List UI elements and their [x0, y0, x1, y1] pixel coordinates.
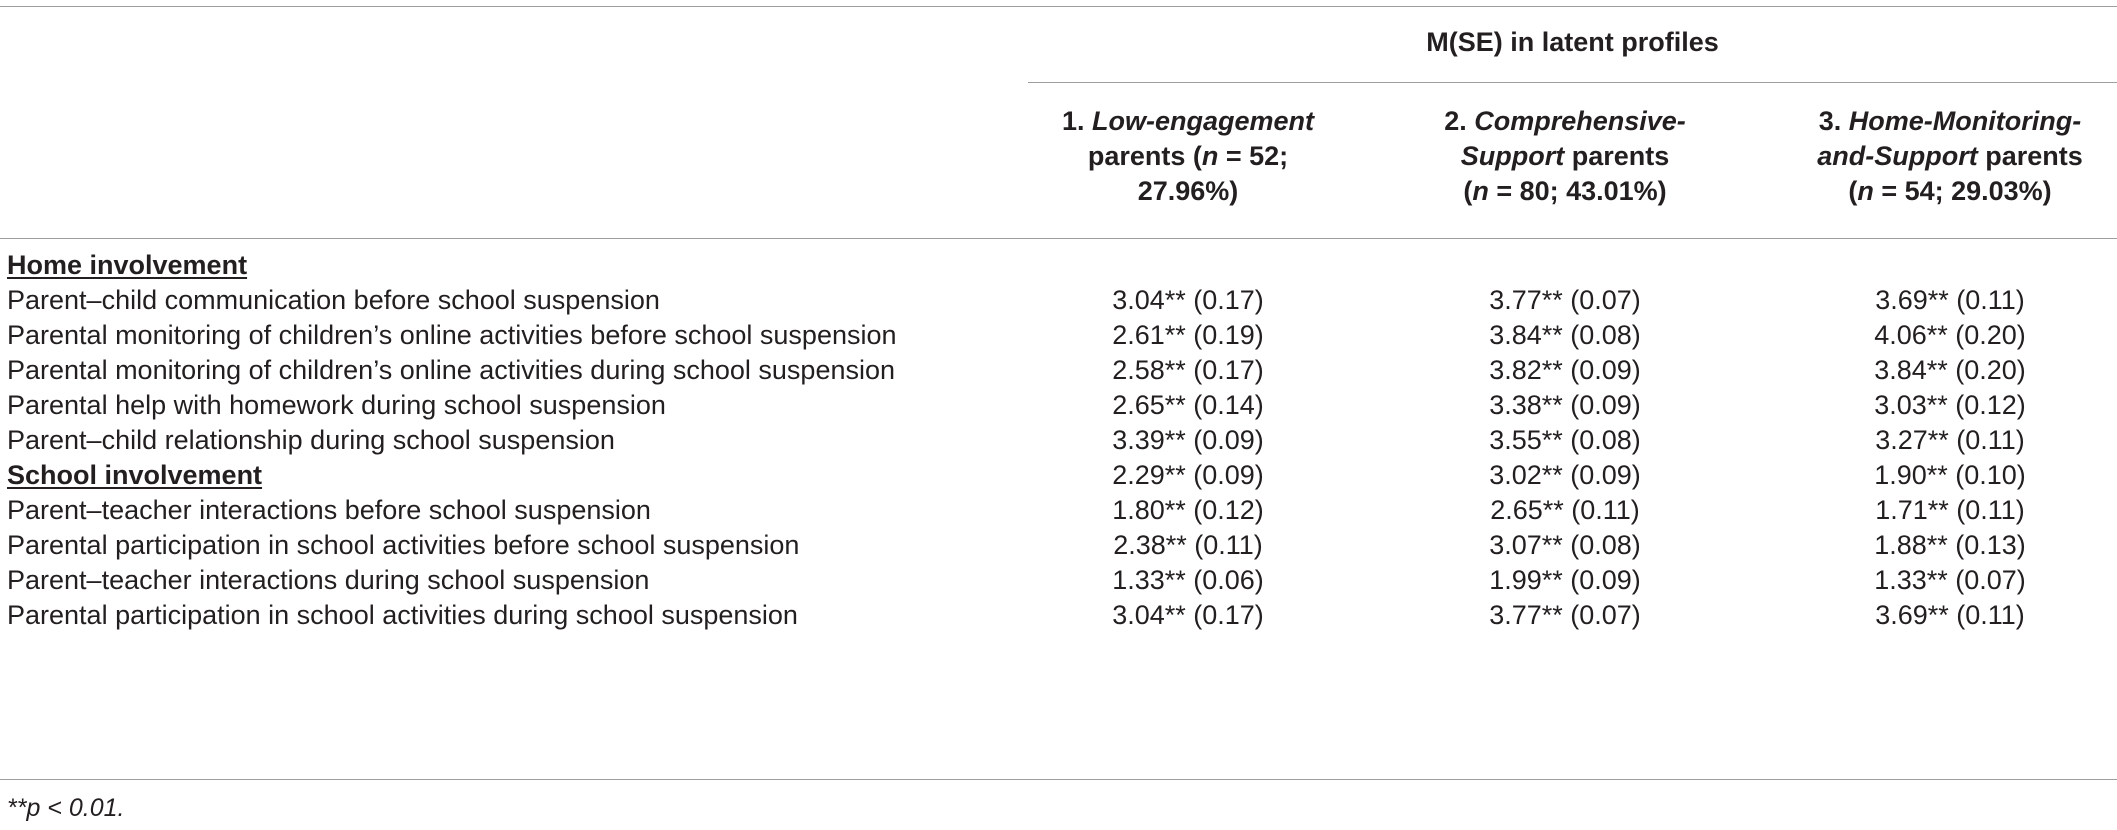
group-header: M(SE) in latent profiles — [1426, 27, 1719, 57]
value-cell-profile-1: 2.38** (0.11) — [1113, 530, 1263, 560]
value-cell-profile-2: 3.38** (0.09) — [1489, 390, 1641, 420]
value-cell-profile-1: 2.29** (0.09) — [1112, 460, 1264, 490]
value-cell-profile-2: 3.82** (0.09) — [1489, 355, 1641, 385]
row-label: Parental monitoring of children’s online activities before school suspension — [7, 320, 897, 350]
value-cell-profile-3: 1.90** (0.10) — [1874, 460, 2026, 490]
value-cell-profile-3: 3.84** (0.20) — [1874, 355, 2026, 385]
value-cell-profile-2: 3.02** (0.09) — [1489, 460, 1641, 490]
value-cell-profile-2: 3.55** (0.08) — [1489, 425, 1641, 455]
value-cell-profile-3: 3.69** (0.11) — [1875, 600, 2025, 630]
value-cell-profile-1: 2.61** (0.19) — [1112, 320, 1264, 350]
value-cell-profile-1: 3.04** (0.17) — [1112, 285, 1264, 315]
value-cell-profile-2: 1.99** (0.09) — [1489, 565, 1641, 595]
value-cell-profile-1: 3.39** (0.09) — [1112, 425, 1264, 455]
row-label: Parental participation in school activities before school suspension — [7, 530, 800, 560]
row-label: Parent–child communication before school suspension — [7, 285, 660, 315]
value-cell-profile-2: 3.77** (0.07) — [1489, 285, 1641, 315]
row-label: Parent–teacher interactions before school suspension — [7, 495, 651, 525]
value-cell-profile-3: 3.69** (0.11) — [1875, 285, 2025, 315]
value-cell-profile-1: 3.04** (0.17) — [1112, 600, 1264, 630]
row-label: Parent–teacher interactions during school suspension — [7, 565, 650, 595]
header-bottom-rule — [0, 238, 2117, 239]
section-label: School involvement — [7, 460, 263, 490]
value-cell-profile-2: 3.77** (0.07) — [1489, 600, 1641, 630]
value-cell-profile-3: 1.88** (0.13) — [1874, 530, 2026, 560]
table-footnote: **p < 0.01. — [7, 794, 125, 822]
value-cell-profile-1: 2.65** (0.14) — [1112, 390, 1264, 420]
value-cell-profile-1: 1.80** (0.12) — [1112, 495, 1264, 525]
row-label: Parent–child relationship during school suspension — [7, 425, 615, 455]
column-header-comprehensive-support: 2. Comprehensive- Support parents (n = 80; 43.01%) — [1444, 106, 1686, 206]
table-row — [0, 592, 2117, 639]
value-cell-profile-3: 3.27** (0.11) — [1875, 425, 2025, 455]
column-header-home-monitoring-support: 3. Home-Monitoring- and-Support parents (n = 54; 29.03%) — [1817, 106, 2083, 206]
table-bottom-rule — [0, 779, 2117, 780]
value-cell-profile-1: 1.33** (0.06) — [1112, 565, 1264, 595]
row-label: Parental help with homework during school suspension — [7, 390, 666, 420]
value-cell-profile-3: 4.06** (0.20) — [1874, 320, 2026, 350]
row-label: Parental participation in school activities during school suspension — [7, 600, 798, 630]
value-cell-profile-1: 2.58** (0.17) — [1112, 355, 1264, 385]
section-label: Home involvement — [7, 250, 248, 280]
table-top-rule — [0, 6, 2117, 7]
value-cell-profile-3: 3.03** (0.12) — [1874, 390, 2026, 420]
group-header-rule — [1028, 82, 2117, 83]
row-label: Parental monitoring of children’s online activities during school suspension — [7, 355, 896, 385]
value-cell-profile-2: 2.65** (0.11) — [1490, 495, 1640, 525]
value-cell-profile-2: 3.84** (0.08) — [1489, 320, 1641, 350]
value-cell-profile-3: 1.33** (0.07) — [1874, 565, 2026, 595]
value-cell-profile-3: 1.71** (0.11) — [1875, 495, 2025, 525]
column-header-low-engagement: 1. Low-engagement parents (n = 52; 27.96%) — [1061, 106, 1315, 206]
value-cell-profile-2: 3.07** (0.08) — [1489, 530, 1641, 560]
